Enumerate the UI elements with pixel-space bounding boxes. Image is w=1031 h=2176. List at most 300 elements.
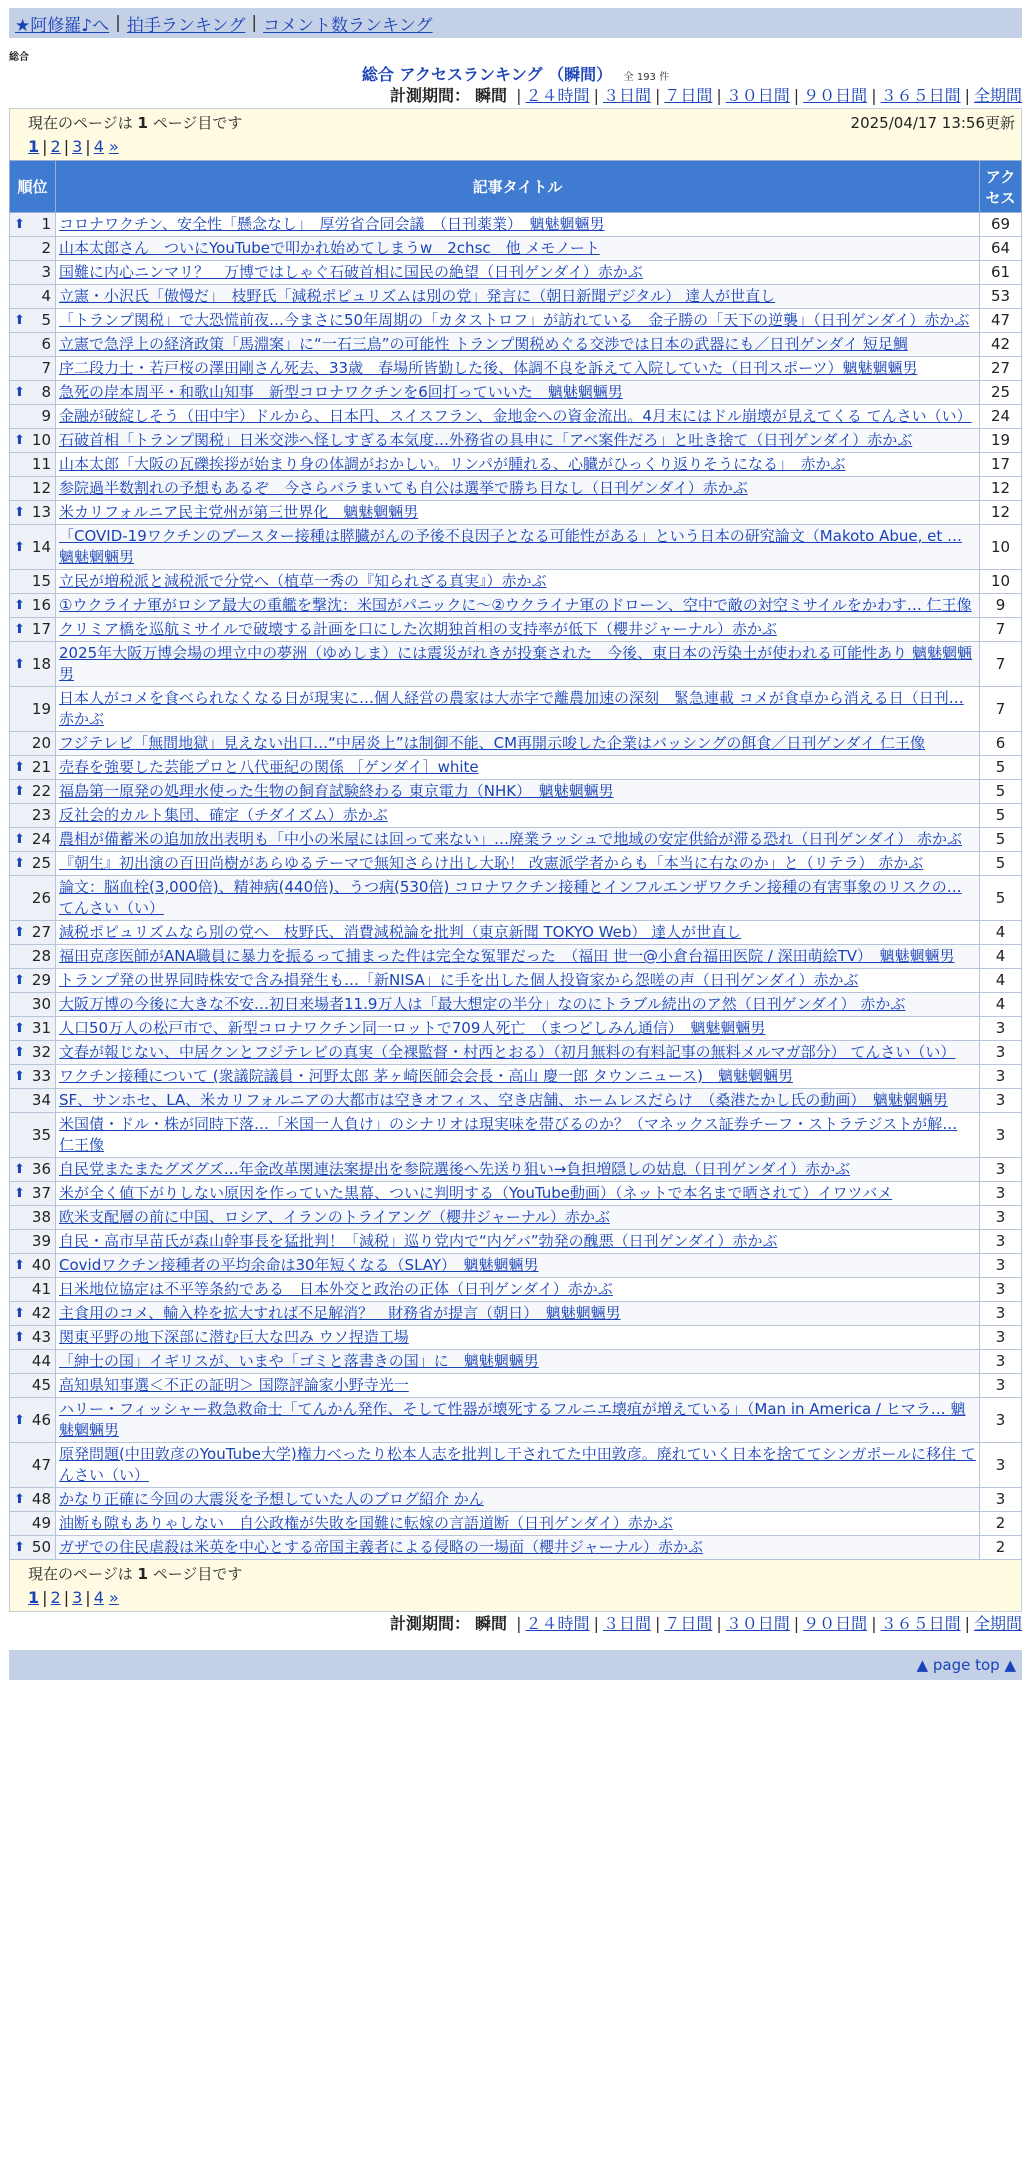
rank-number: 45 — [31, 1376, 51, 1394]
period-link[interactable]: ３０日間 — [725, 1614, 790, 1633]
access-count: 25 — [980, 381, 1022, 405]
page-separator: | — [42, 1588, 48, 1607]
current-page-text-post: ページ目です — [152, 114, 243, 132]
title-cell — [56, 876, 980, 921]
table-row — [10, 1206, 1022, 1230]
title-cell — [56, 804, 980, 828]
article-link[interactable]: 欧米支配層の前に中国、ロシア、イランのトライアング（櫻井ジャーナル）赤かぶ — [59, 1208, 610, 1226]
title-cell — [56, 642, 980, 687]
article-link[interactable]: 『朝生』初出演の百田尚樹があらゆるテーマで無知さらけ出し大恥！ 改憲派学者からも「本当に右なのか」と（リテラ） 赤かぶ — [59, 854, 924, 872]
article-link[interactable]: 「紳士の国」イギリスが、いまや「ゴミと落書きの国」に 魑魅魍魎男 — [59, 1352, 539, 1370]
table-row — [10, 453, 1022, 477]
table-row — [10, 804, 1022, 828]
table-row — [10, 1089, 1022, 1113]
rank-number: 41 — [31, 1280, 51, 1298]
rank-number: 17 — [31, 620, 51, 638]
period-current: 瞬間 — [475, 86, 508, 105]
table-row — [10, 237, 1022, 261]
period-link[interactable]: 全期間 — [973, 1614, 1022, 1633]
page-title — [0, 62, 1031, 84]
rank-cell — [10, 618, 56, 642]
title-cell — [56, 1206, 980, 1230]
period-link[interactable]: ３６５日間 — [880, 86, 961, 105]
rank-cell — [10, 1350, 56, 1374]
pagination-top — [9, 108, 1022, 160]
nav-separator: | — [251, 13, 258, 33]
rank-number: 2 — [41, 239, 51, 257]
access-count: 3 — [980, 1443, 1022, 1488]
nav-separator: | — [115, 13, 121, 33]
period-label: 計測期間： — [389, 1614, 470, 1633]
table-row — [10, 780, 1022, 804]
current-page-text-pre: 現在のページは — [28, 1565, 133, 1583]
rank-up-arrow-icon: ⬆ — [14, 1069, 25, 1084]
period-current: 瞬間 — [475, 1614, 508, 1633]
table-row — [10, 333, 1022, 357]
table-row — [10, 756, 1022, 780]
access-count: 3 — [980, 1254, 1022, 1278]
rank-number: 5 — [41, 311, 51, 329]
access-count: 7 — [980, 642, 1022, 687]
access-count: 4 — [980, 969, 1022, 993]
title-cell — [56, 1230, 980, 1254]
period-link[interactable]: ７日間 — [664, 86, 713, 105]
table-row — [10, 309, 1022, 333]
period-link[interactable]: ２４時間 — [525, 1614, 590, 1633]
rank-up-arrow-icon: ⬆ — [14, 1330, 25, 1345]
rank-cell — [10, 993, 56, 1017]
current-page-number: 1 — [137, 1565, 148, 1583]
rank-up-arrow-icon: ⬆ — [14, 925, 25, 940]
rank-number: 37 — [31, 1184, 51, 1202]
period-separator: | — [964, 86, 970, 105]
access-count: 3 — [980, 1182, 1022, 1206]
comment-ranking-link[interactable]: コメント数ランキング — [263, 15, 433, 36]
article-link[interactable]: コロナワクチン、安全性「懸念なし」 厚労省合同会議 （日刊薬業） 魑魅魍魎男 — [59, 215, 605, 233]
article-link[interactable]: 国難に内心ニンマリ？ 万博ではしゃぐ石破首相に国民の絶望（日刊ゲンダイ）赤かぶ — [59, 263, 643, 281]
table-row — [10, 594, 1022, 618]
clap-ranking-link[interactable]: 拍手ランキング — [126, 15, 246, 36]
rank-cell — [10, 828, 56, 852]
table-row — [10, 405, 1022, 429]
rank-cell — [10, 756, 56, 780]
table-row — [10, 1254, 1022, 1278]
title-cell — [56, 780, 980, 804]
rank-up-arrow-icon: ⬆ — [14, 1186, 25, 1201]
rank-cell — [10, 525, 56, 570]
title-cell — [56, 477, 980, 501]
title-cell — [56, 261, 980, 285]
article-link[interactable]: 反社会的カルト集団、確定（チダイズム）赤かぶ — [59, 806, 388, 824]
rank-cell — [10, 570, 56, 594]
table-row — [10, 1182, 1022, 1206]
access-count: 7 — [980, 687, 1022, 732]
title-cell — [56, 237, 980, 261]
rank-cell — [10, 876, 56, 921]
access-count: 5 — [980, 876, 1022, 921]
rank-number: 42 — [31, 1304, 51, 1322]
table-header-row — [10, 161, 1022, 213]
title-cell — [56, 1302, 980, 1326]
title-cell — [56, 993, 980, 1017]
title-cell — [56, 1182, 980, 1206]
title-cell — [56, 213, 980, 237]
header-title: 記事タイトル — [56, 161, 980, 213]
table-row — [10, 969, 1022, 993]
header-access: アクセス — [980, 161, 1022, 213]
rank-cell — [10, 732, 56, 756]
category-label: 総合 — [9, 52, 29, 63]
table-row — [10, 852, 1022, 876]
period-link[interactable]: 全期間 — [973, 86, 1022, 105]
page-link[interactable]: 1 — [28, 1588, 40, 1607]
rank-cell — [10, 921, 56, 945]
page-separator: | — [85, 137, 91, 156]
rank-up-arrow-icon: ⬆ — [14, 622, 25, 637]
period-separator: | — [716, 1614, 722, 1633]
access-count: 19 — [980, 429, 1022, 453]
access-count: 5 — [980, 828, 1022, 852]
title-cell — [56, 525, 980, 570]
rank-number: 12 — [31, 479, 51, 497]
rank-cell — [10, 969, 56, 993]
rank-number: 27 — [31, 923, 51, 941]
access-count: 42 — [980, 333, 1022, 357]
next-page-link[interactable]: » — [108, 137, 119, 156]
rank-number: 20 — [31, 734, 51, 752]
period-link[interactable]: ３０日間 — [725, 86, 790, 105]
rank-number: 35 — [31, 1125, 51, 1144]
table-row — [10, 642, 1022, 687]
article-link[interactable]: 立民が増税派と減税派で分党へ（植草一秀の『知られざる真実』）赤かぶ — [59, 572, 547, 590]
article-link[interactable]: 山本太郎「大阪の瓦礫挨拶が始まり身の体調がおかしい。リンパが腫れる、心臓がひっくり返りそうになる」 赤かぶ — [59, 455, 846, 473]
access-count: 3 — [980, 1017, 1022, 1041]
rank-cell — [10, 1065, 56, 1089]
article-link[interactable]: 人口50万人の松戸市で、新型コロナワクチン同一ロットで709人死亡 （まつどしみん通信） 魑魅魍魎男 — [59, 1019, 766, 1037]
rank-cell — [10, 285, 56, 309]
period-link[interactable]: ９０日間 — [803, 1614, 868, 1633]
period-separator: | — [716, 86, 722, 105]
rank-up-arrow-icon: ⬆ — [14, 1540, 25, 1555]
table-row — [10, 1278, 1022, 1302]
rank-up-arrow-icon: ⬆ — [14, 832, 25, 847]
page-link[interactable]: 4 — [93, 1588, 104, 1607]
article-link[interactable]: 立憲で急浮上の経済政策「馬淵案」に“一石三鳥”の可能性 トランプ関税めぐる交渉では日本の武器にも／日刊ゲンダイ 短足鯛 — [59, 335, 908, 353]
title-cell — [56, 1158, 980, 1182]
table-row — [10, 357, 1022, 381]
rank-cell — [10, 1302, 56, 1326]
article-link[interactable]: 急死の岸本周平・和歌山知事 新型コロナワクチンを6回打っていいた 魑魅魍魎男 — [59, 383, 623, 401]
access-count: 24 — [980, 405, 1022, 429]
table-row — [10, 1398, 1022, 1443]
article-link[interactable]: ガザでの住民虐殺は米英を中心とする帝国主義者による侵略の一場面（櫻井ジャーナル）赤かぶ — [59, 1538, 703, 1556]
rank-number: 44 — [31, 1352, 51, 1370]
period-separator: | — [516, 86, 522, 105]
rank-number: 1 — [41, 215, 51, 233]
rank-cell — [10, 594, 56, 618]
article-link[interactable]: 油断も隙もありゃしない 自公政権が失敗を国難に転嫁の言語道断（日刊ゲンダイ）赤かぶ — [59, 1514, 673, 1532]
rank-cell — [10, 1230, 56, 1254]
article-link[interactable]: 米カリフォルニア民主党州が第三世界化 魑魅魍魎男 — [59, 503, 419, 521]
title-cell — [56, 285, 980, 309]
page-top-link[interactable]: ▲ page top ▲ — [916, 1656, 1016, 1674]
access-count: 3 — [980, 1089, 1022, 1113]
article-link[interactable]: 石破首相「トランプ関税」日米交渉へ怪しすぎる本気度…外務省の具申に「アベ案件だろ」と吐き捨て（日刊ゲンダイ）赤かぶ — [59, 431, 913, 449]
rank-cell — [10, 1374, 56, 1398]
rank-number: 9 — [41, 407, 51, 425]
article-link[interactable]: 山本太郎さん ついにYouTubeで叩かれ始めてしまうw 2chsc 他 メモノート — [59, 239, 600, 257]
table-row — [10, 1017, 1022, 1041]
rank-cell — [10, 357, 56, 381]
table-row — [10, 921, 1022, 945]
title-cell — [56, 570, 980, 594]
page-link[interactable]: 4 — [93, 137, 104, 156]
period-link[interactable]: ３６５日間 — [880, 1614, 961, 1633]
period-separator: | — [654, 86, 661, 105]
title-cell — [56, 1374, 980, 1398]
page-separator: | — [63, 1588, 70, 1607]
rank-cell — [10, 1158, 56, 1182]
article-link[interactable]: 高知県知事選＜不正の証明＞ 国際評論家小野寺光一 — [59, 1376, 409, 1394]
rank-number: 36 — [31, 1160, 51, 1178]
article-link[interactable]: 原発問題(中田敦彦のYouTube大学)権力べったり松本人志を批判し干されてた中田敦彦。廃れていく日本を捨ててシンガポールに移住 てんさい（い） — [59, 1445, 976, 1484]
access-count: 6 — [980, 732, 1022, 756]
period-separator: | — [593, 86, 599, 105]
page-link[interactable]: 3 — [72, 137, 83, 156]
period-link[interactable]: ３日間 — [602, 1614, 651, 1633]
title-cell — [56, 1326, 980, 1350]
page-separator: | — [63, 137, 70, 156]
access-count: 4 — [980, 993, 1022, 1017]
rank-number: 14 — [31, 537, 51, 556]
rank-cell — [10, 333, 56, 357]
page-link[interactable]: 2 — [50, 1588, 61, 1607]
page-separator: | — [85, 1588, 91, 1607]
access-count: 3 — [980, 1302, 1022, 1326]
title-cell — [56, 756, 980, 780]
title-cell — [56, 687, 980, 732]
rank-cell — [10, 1443, 56, 1488]
article-link[interactable]: 関東平野の地下深部に潜む巨大な凹み ウソ捏造工場 — [59, 1328, 409, 1346]
article-link[interactable]: Covidワクチン接種者の平均余命は30年短くなる（SLAY） 魑魅魍魎男 — [59, 1256, 539, 1274]
rank-number: 24 — [31, 830, 51, 848]
article-link[interactable]: ワクチン接種について (衆議院議員・河野太郎 茅ヶ崎医師会会長・高山 慶一郎 タウンニュース) 魑魅魍魎男 — [59, 1067, 793, 1085]
rank-cell — [10, 1206, 56, 1230]
title-cell — [56, 594, 980, 618]
period-separator: | — [516, 1614, 522, 1633]
access-count: 2 — [980, 1536, 1022, 1560]
rank-cell — [10, 381, 56, 405]
table-row — [10, 1326, 1022, 1350]
rank-number: 40 — [31, 1256, 51, 1274]
rank-number: 13 — [31, 503, 51, 521]
updated-timestamp: 2025/04/17 13:56更新 — [850, 114, 1015, 132]
title-cell — [56, 945, 980, 969]
article-link[interactable]: 「トランプ関税」で大恐慌前夜…今まさに50年周期の「カタストロフ」が訪れている 金子勝の「天下の逆襲」（日刊ゲンダイ）赤かぶ — [59, 311, 970, 329]
rank-number: 10 — [31, 431, 51, 449]
article-link[interactable]: クリミア橋を巡航ミサイルで破壊する計画を口にした次期独首相の支持率が低下（櫻井ジャーナル）赤かぶ — [59, 620, 777, 638]
rank-cell — [10, 1512, 56, 1536]
current-page-text-post: ページ目です — [152, 1565, 243, 1583]
rank-up-arrow-icon: ⬆ — [14, 1412, 25, 1428]
rank-number: 39 — [31, 1232, 51, 1250]
rank-number: 19 — [31, 699, 51, 718]
rank-number: 31 — [31, 1019, 51, 1037]
article-link[interactable]: 「COVID-19ワクチンのブースター接種は膵臓がんの予後不良因子となる可能性がある」という日本の研究論文（Makoto Abue, et … 魑魅魍魎男 — [59, 527, 963, 566]
table-row — [10, 429, 1022, 453]
access-count: 3 — [980, 1398, 1022, 1443]
rank-up-arrow-icon: ⬆ — [14, 656, 25, 672]
access-count: 53 — [980, 285, 1022, 309]
title-cell — [56, 429, 980, 453]
article-link[interactable]: 立憲・小沢氏「傲慢だ」 枝野氏「減税ポピュリズムは別の党」発言に（朝日新聞デジタル） 達人が世直し — [59, 287, 776, 305]
title-cell — [56, 1488, 980, 1512]
home-link[interactable]: ★阿修羅♪へ — [15, 15, 110, 36]
period-selector-bottom — [0, 1612, 1031, 1636]
rank-up-arrow-icon: ⬆ — [14, 433, 25, 448]
rank-cell — [10, 1017, 56, 1041]
article-link[interactable]: 福島第一原発の処理水使った生物の飼育試験終わる 東京電力（NHK） 魑魅魍魎男 — [59, 782, 614, 800]
access-count: 47 — [980, 309, 1022, 333]
rank-number: 30 — [31, 995, 51, 1013]
period-link[interactable]: ３日間 — [602, 86, 651, 105]
access-count: 12 — [980, 501, 1022, 525]
period-selector — [0, 84, 1031, 108]
article-link[interactable]: ①ウクライナ軍がロシア最大の重艦を撃沈：米国がパニックに〜②ウクライナ軍のドローン、空中で敵の対空ミサイルをかわす… 仁王像 — [59, 596, 972, 614]
title-cell — [56, 501, 980, 525]
rank-cell — [10, 1182, 56, 1206]
article-link[interactable]: 大阪万博の今後に大きな不安…初日来場者11.9万人は「最大想定の半分」なのにトラブル続出のア然（日刊ゲンダイ） 赤かぶ — [59, 995, 906, 1013]
rank-up-arrow-icon: ⬆ — [14, 1021, 25, 1036]
access-count: 3 — [980, 1350, 1022, 1374]
title-cell — [56, 1017, 980, 1041]
table-row — [10, 570, 1022, 594]
rank-cell — [10, 405, 56, 429]
article-link[interactable]: 2025年大阪万博会場の埋立中の夢洲（ゆめしま）には震災がれきが投棄された 今後、東日本の汚染土が使われる可能性あり 魑魅魍魎男 — [59, 644, 972, 683]
title-cell — [56, 969, 980, 993]
next-page-link[interactable]: » — [108, 1588, 119, 1607]
table-row — [10, 1065, 1022, 1089]
page-link[interactable]: 3 — [72, 1588, 83, 1607]
current-page-number: 1 — [137, 114, 148, 132]
period-link[interactable]: ２４時間 — [525, 86, 590, 105]
page-link[interactable]: 2 — [50, 137, 61, 156]
table-row — [10, 687, 1022, 732]
table-row — [10, 1158, 1022, 1182]
access-count: 4 — [980, 945, 1022, 969]
article-link[interactable]: 日本人がコメを食べられなくなる日が現実に…個人経営の農家は大赤字で離農加速の深刻 緊急連載 コメが食卓から消える日（日刊… 赤かぶ — [59, 689, 964, 728]
rank-up-arrow-icon: ⬆ — [14, 973, 25, 988]
title-cell — [56, 357, 980, 381]
table-row — [10, 732, 1022, 756]
rank-up-arrow-icon: ⬆ — [14, 1258, 25, 1273]
table-row — [10, 261, 1022, 285]
rank-number: 50 — [31, 1538, 51, 1556]
period-link[interactable]: ７日間 — [664, 1614, 713, 1633]
pagination-bottom — [9, 1560, 1022, 1612]
rank-number: 49 — [31, 1514, 51, 1532]
period-link[interactable]: ９０日間 — [803, 86, 868, 105]
article-link[interactable]: 主食用のコメ、輸入枠を拡大すれば不足解消？ 財務省が提言（朝日） 魑魅魍魎男 — [59, 1304, 621, 1322]
rank-number: 6 — [41, 335, 51, 353]
rank-cell — [10, 1398, 56, 1443]
rank-cell — [10, 1254, 56, 1278]
table-row — [10, 618, 1022, 642]
rank-number: 7 — [41, 359, 51, 377]
table-row — [10, 381, 1022, 405]
rank-cell — [10, 852, 56, 876]
article-link[interactable]: 米が全く値下がりしない原因を作っていた黒幕、ついに判明する（YouTube動画）（ネットで本名まで晒されて）イワツバメ — [59, 1184, 893, 1202]
article-link[interactable]: ハリー・フィッシャー救急救命士「てんかん発作、そして性器が壊死するフルニエ壊疽が増えている」（Man in America / ヒマラ… 魑魅魍魎男 — [59, 1400, 966, 1439]
article-link[interactable]: 自民・高市早苗氏が森山幹事長を猛批判！「減税」巡り党内で“内ゲバ”勃発の醜悪（日刊ゲンダイ）赤かぶ — [59, 1232, 778, 1250]
article-link[interactable]: 文春が報じない、中居クンとフジテレビの真実（全裸監督・村西とおる）（初月無料の有料記事の無料メルマガ部分） てんさい（い） — [59, 1043, 956, 1061]
article-link[interactable]: 日米地位協定は不平等条約である 日本外交と政治の正体（日刊ゲンダイ）赤かぶ — [59, 1280, 613, 1298]
article-link[interactable]: 売春を強要した芸能プロと八代亜紀の関係 ［ゲンダイ］white — [59, 758, 479, 776]
article-link[interactable]: 減税ポピュリズムなら別の党へ 枝野氏、消費減税論を批判（東京新聞 TOKYO Web） 達人が世直し — [59, 923, 742, 941]
title-cell — [56, 1089, 980, 1113]
table-row — [10, 1041, 1022, 1065]
article-link[interactable]: 参院過半数割れの予想もあるぞ 今さらバラまいても自公は選挙で勝ち目なし（日刊ゲンダイ）赤かぶ — [59, 479, 748, 497]
article-link[interactable]: 福田克彦医師がANA職員に暴力を振るって捕まった件は完全な冤罪だった （福田 世一@小倉台福田医院 / 深田萌絵TV） 魑魅魍魎男 — [59, 947, 955, 965]
rank-number: 3 — [41, 263, 51, 281]
rank-up-arrow-icon: ⬆ — [14, 1162, 25, 1177]
rank-number: 11 — [31, 455, 51, 473]
rank-cell — [10, 1089, 56, 1113]
rank-cell — [10, 309, 56, 333]
rank-cell — [10, 261, 56, 285]
access-count: 12 — [980, 477, 1022, 501]
article-link[interactable]: かなり正確に今回の大震災を予想していた人のブログ紹介 かん — [59, 1490, 484, 1508]
rank-cell — [10, 1326, 56, 1350]
title-cell — [56, 453, 980, 477]
article-link[interactable]: 論文：脳血栓(3,000倍)、精神病(440倍)、うつ病(530倍) コロナワクチン接種とインフルエンザワクチン接種の有害事象のリスクの… てんさい（い） — [59, 878, 962, 917]
access-count: 4 — [980, 921, 1022, 945]
rank-cell — [10, 945, 56, 969]
access-count: 10 — [980, 570, 1022, 594]
article-link[interactable]: トランプ発の世界同時株安で含み損発生も…「新NISA」に手を出した個人投資家から怨嗟の声（日刊ゲンダイ）赤かぶ — [59, 971, 859, 989]
article-link[interactable]: 金融が破綻しそう（田中宇）ドルから、日本円、スイスフラン、金地金への資金流出。4月末にはドル崩壊が見えてくる てんさい（い） — [59, 407, 972, 425]
rank-cell — [10, 477, 56, 501]
rank-cell — [10, 687, 56, 732]
table-row — [10, 1113, 1022, 1158]
rank-number: 22 — [31, 782, 51, 800]
article-link[interactable]: SF、サンホセ、LA、米カリフォルニアの大都市は空きオフィス、空き店舗、ホームレスだらけ （桑港たかし氏の動画） 魑魅魍魎男 — [59, 1091, 948, 1109]
article-link[interactable]: フジテレビ「無間地獄」見えない出口…“中居炎上”は制御不能、CM再開示唆した企業はバッシングの餌食／日刊ゲンダイ 仁王像 — [59, 734, 925, 752]
header-rank: 順位 — [10, 161, 56, 213]
page-link[interactable]: 1 — [28, 137, 40, 156]
table-row — [10, 993, 1022, 1017]
article-link[interactable]: 農相が備蓄米の追加放出表明も「中小の米屋には回って来ない」…廃業ラッシュで地域の安定供給が滞る恐れ（日刊ゲンダイ） 赤かぶ — [59, 830, 962, 848]
period-separator: | — [793, 1614, 800, 1633]
access-count: 9 — [980, 594, 1022, 618]
title-cell — [56, 618, 980, 642]
title-cell — [56, 333, 980, 357]
access-count: 3 — [980, 1278, 1022, 1302]
article-link[interactable]: 序二段力士・若戸桜の澤田剛さん死去、33歳 春場所皆勤した後、体調不良を訴えて入院していた（日刊スポーツ）魑魅魍魎男 — [59, 359, 918, 377]
table-row — [10, 501, 1022, 525]
rank-cell — [10, 642, 56, 687]
rank-cell — [10, 1113, 56, 1158]
rank-number: 33 — [31, 1067, 51, 1085]
access-count: 61 — [980, 261, 1022, 285]
period-label: 計測期間： — [389, 86, 470, 105]
article-link[interactable]: 自民党またまたグズグズ…年金改革関連法案提出を参院選後へ先送り狙い→負担増隠しの姑息（日刊ゲンダイ）赤かぶ — [59, 1160, 851, 1178]
ranking-title: 総合 アクセスランキング （瞬間） — [361, 65, 613, 84]
rank-number: 23 — [31, 806, 51, 824]
access-count: 7 — [980, 618, 1022, 642]
article-link[interactable]: 米国債・ドル・株が同時下落…「米国一人負け」のシナリオは現実味を帯びるのか？（マネックス証券チーフ・ストラテジストが解… 仁王像 — [59, 1115, 958, 1154]
title-cell — [56, 921, 980, 945]
